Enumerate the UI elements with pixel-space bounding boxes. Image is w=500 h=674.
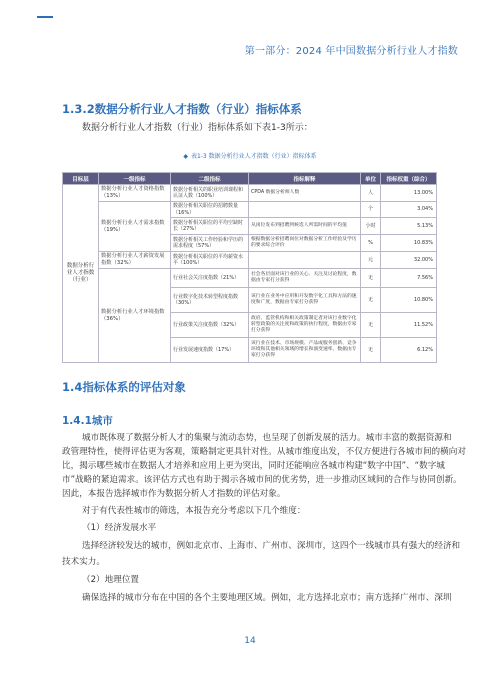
unit-cell: 小时 (361, 218, 381, 235)
section-1-4-heading: 1.4指标体系的评估对象 (62, 380, 186, 394)
paragraph-line: 选择经济较发达的城市，例如北京市、上海市、广州市、深圳市，这四个一线城市具有强大的经济和 (82, 541, 461, 551)
col-header-level2: 二级指标 (171, 173, 249, 185)
explanation-cell: 该行业在技术、市场规模、产品或服务创新、竞争环境和其他相关领域的增长和演变速率，数据由专家打分获得 (249, 338, 361, 363)
col-header-weight: 指标权重（综合） (381, 173, 437, 185)
unit-cell: 人 (361, 185, 381, 202)
explanation-cell (249, 202, 361, 218)
section-intro: 数据分析行业人才指数（行业）指标体系如下表1-3所示： (82, 123, 313, 133)
level2-cell: 行业数字化技术转型程度指数（30%） (171, 288, 249, 313)
level1-cell: 数据分析行业人才薪资发展指数（32%） (99, 252, 171, 269)
unit-cell: 元 (361, 252, 381, 269)
weight-cell: 10.80% (381, 288, 437, 313)
weight-cell: 5.13% (381, 218, 437, 235)
paragraph-line: 市”战略的紧迫需求。该评估方式也有助于揭示各城市间的优劣势，进一步推动区域间的合作与协同创新。 (62, 475, 462, 485)
running-header: 第一部分：2024 年中国数据分析行业人才指数 (244, 46, 458, 57)
table-row (63, 252, 437, 269)
weight-cell: 13.00% (381, 185, 437, 202)
level2-cell: 数据分析相关职位的平均空缺时长（27%） (171, 218, 249, 235)
unit-cell: 无 (361, 313, 381, 338)
paragraph-line: 对于有代表性城市的筛选，本报告充分考虑以下几个维度： (82, 506, 306, 516)
weight-cell: 11.52% (381, 313, 437, 338)
level1-cell: 数据分析行业人才资格指数（13%） (99, 185, 171, 202)
weight-cell: 32.00% (381, 252, 437, 269)
col-header-target: 目标层 (63, 173, 99, 185)
level2-cell: 行业社会关注度指数（21%） (171, 269, 249, 288)
col-header-level1: 一级指标 (99, 173, 171, 185)
table-header-row (63, 173, 437, 185)
level1-cell: 数据分析行业人才环境指数（36%） (99, 269, 171, 363)
index-system-table (62, 172, 437, 363)
col-header-unit: 单位 (361, 173, 381, 185)
weight-cell: 10.83% (381, 235, 437, 252)
page-number: 14 (244, 636, 256, 646)
explanation-cell: 根据数据分析招聘岗位对数据分析工作经验及学历的要求综合评价 (249, 235, 361, 252)
explanation-cell: 社会各层面对该行业的关心、关注及讨论程度，数据由专家打分获得 (249, 269, 361, 288)
level2-cell: 数据分析相关工作经验和学历的需求程度（57%） (171, 235, 249, 252)
weight-cell: 6.12% (381, 338, 437, 363)
weight-cell: 3.04% (381, 202, 437, 218)
unit-cell: % (361, 235, 381, 252)
explanation-cell: 从岗位发布到招聘到候选人所需时间的平均值 (249, 218, 361, 235)
paragraph-line: 比，揭示哪些城市在数据人才培养和应用上更为突出，同时还能响应各城市构建“数字中国”、“数字城 (62, 461, 445, 471)
explanation-cell: CPDA 数据分析师人数 (249, 185, 361, 202)
table-row (63, 269, 437, 288)
level1-cell: 数据分析行业人才需求指数（19%） (99, 202, 171, 252)
col-header-explanation: 指标解释 (249, 173, 361, 185)
explanation-cell: 政府、监管机构和相关政策制定者对该行业数字化转型政策的关注度和政策的执行程度，数据由专家打分获得 (249, 313, 361, 338)
level2-cell: 行业政策关注度指数（32%） (171, 313, 249, 338)
paragraph-line: 政管理特性，使得评估更为客观，策略制定更具针对性。从城市维度出发，不仅方便进行各城市间的横向对 (62, 447, 466, 457)
weight-cell: 7.56% (381, 269, 437, 288)
table-caption-text: 表1-3 数据分析行业人才指数（行业）指标体系 (190, 153, 317, 160)
header-accent-bar (37, 16, 53, 18)
table-row (63, 202, 437, 218)
section-1-4-1-heading: 1.4.1城市 (62, 415, 113, 427)
diamond-bullet-icon: ◆ (183, 153, 188, 160)
list-item-title: （1）经济发展水平 (82, 523, 157, 533)
unit-cell: 无 (361, 288, 381, 313)
unit-cell: 个 (361, 202, 381, 218)
paragraph-line: 确保选择的城市分布在中国的各个主要地理区域。例如，北方选择北京市；南方选择广州市、深圳 (82, 593, 452, 603)
level2-cell: 数据分析相关职位的平均薪资水平（100%） (171, 252, 249, 269)
level2-cell: 数据分析相关的职业培训课程和认证人数（100%） (171, 185, 249, 202)
section-heading: 1.3.2数据分析行业人才指数（行业）指标体系 (62, 102, 302, 116)
list-item-title: （2）地理位置 (82, 575, 140, 585)
unit-cell: 无 (361, 269, 381, 288)
level2-cell: 行业发展速度指数（17%） (171, 338, 249, 363)
level2-cell: 数据分析相关职位的招聘数量（16%） (171, 202, 249, 218)
paragraph-line: 因此，本报告选择城市作为数据分析人才指数的评估对象。 (62, 489, 286, 499)
paragraph-line: 城市既体现了数据分析人才的集聚与流动态势，也呈现了创新发展的活力。城市丰富的数据资源和 (82, 433, 452, 443)
target-layer-cell: 数据分析行业人才指数（行业） (63, 185, 99, 363)
table-row (63, 185, 437, 202)
explanation-cell (249, 252, 361, 269)
table-caption (0, 151, 500, 160)
unit-cell: 无 (361, 338, 381, 363)
paragraph-line: 技术实力。 (62, 557, 105, 567)
explanation-cell: 该行业在业务中应用和开发数字化工具和方法的速度和广度，数据由专家打分获得 (249, 288, 361, 313)
